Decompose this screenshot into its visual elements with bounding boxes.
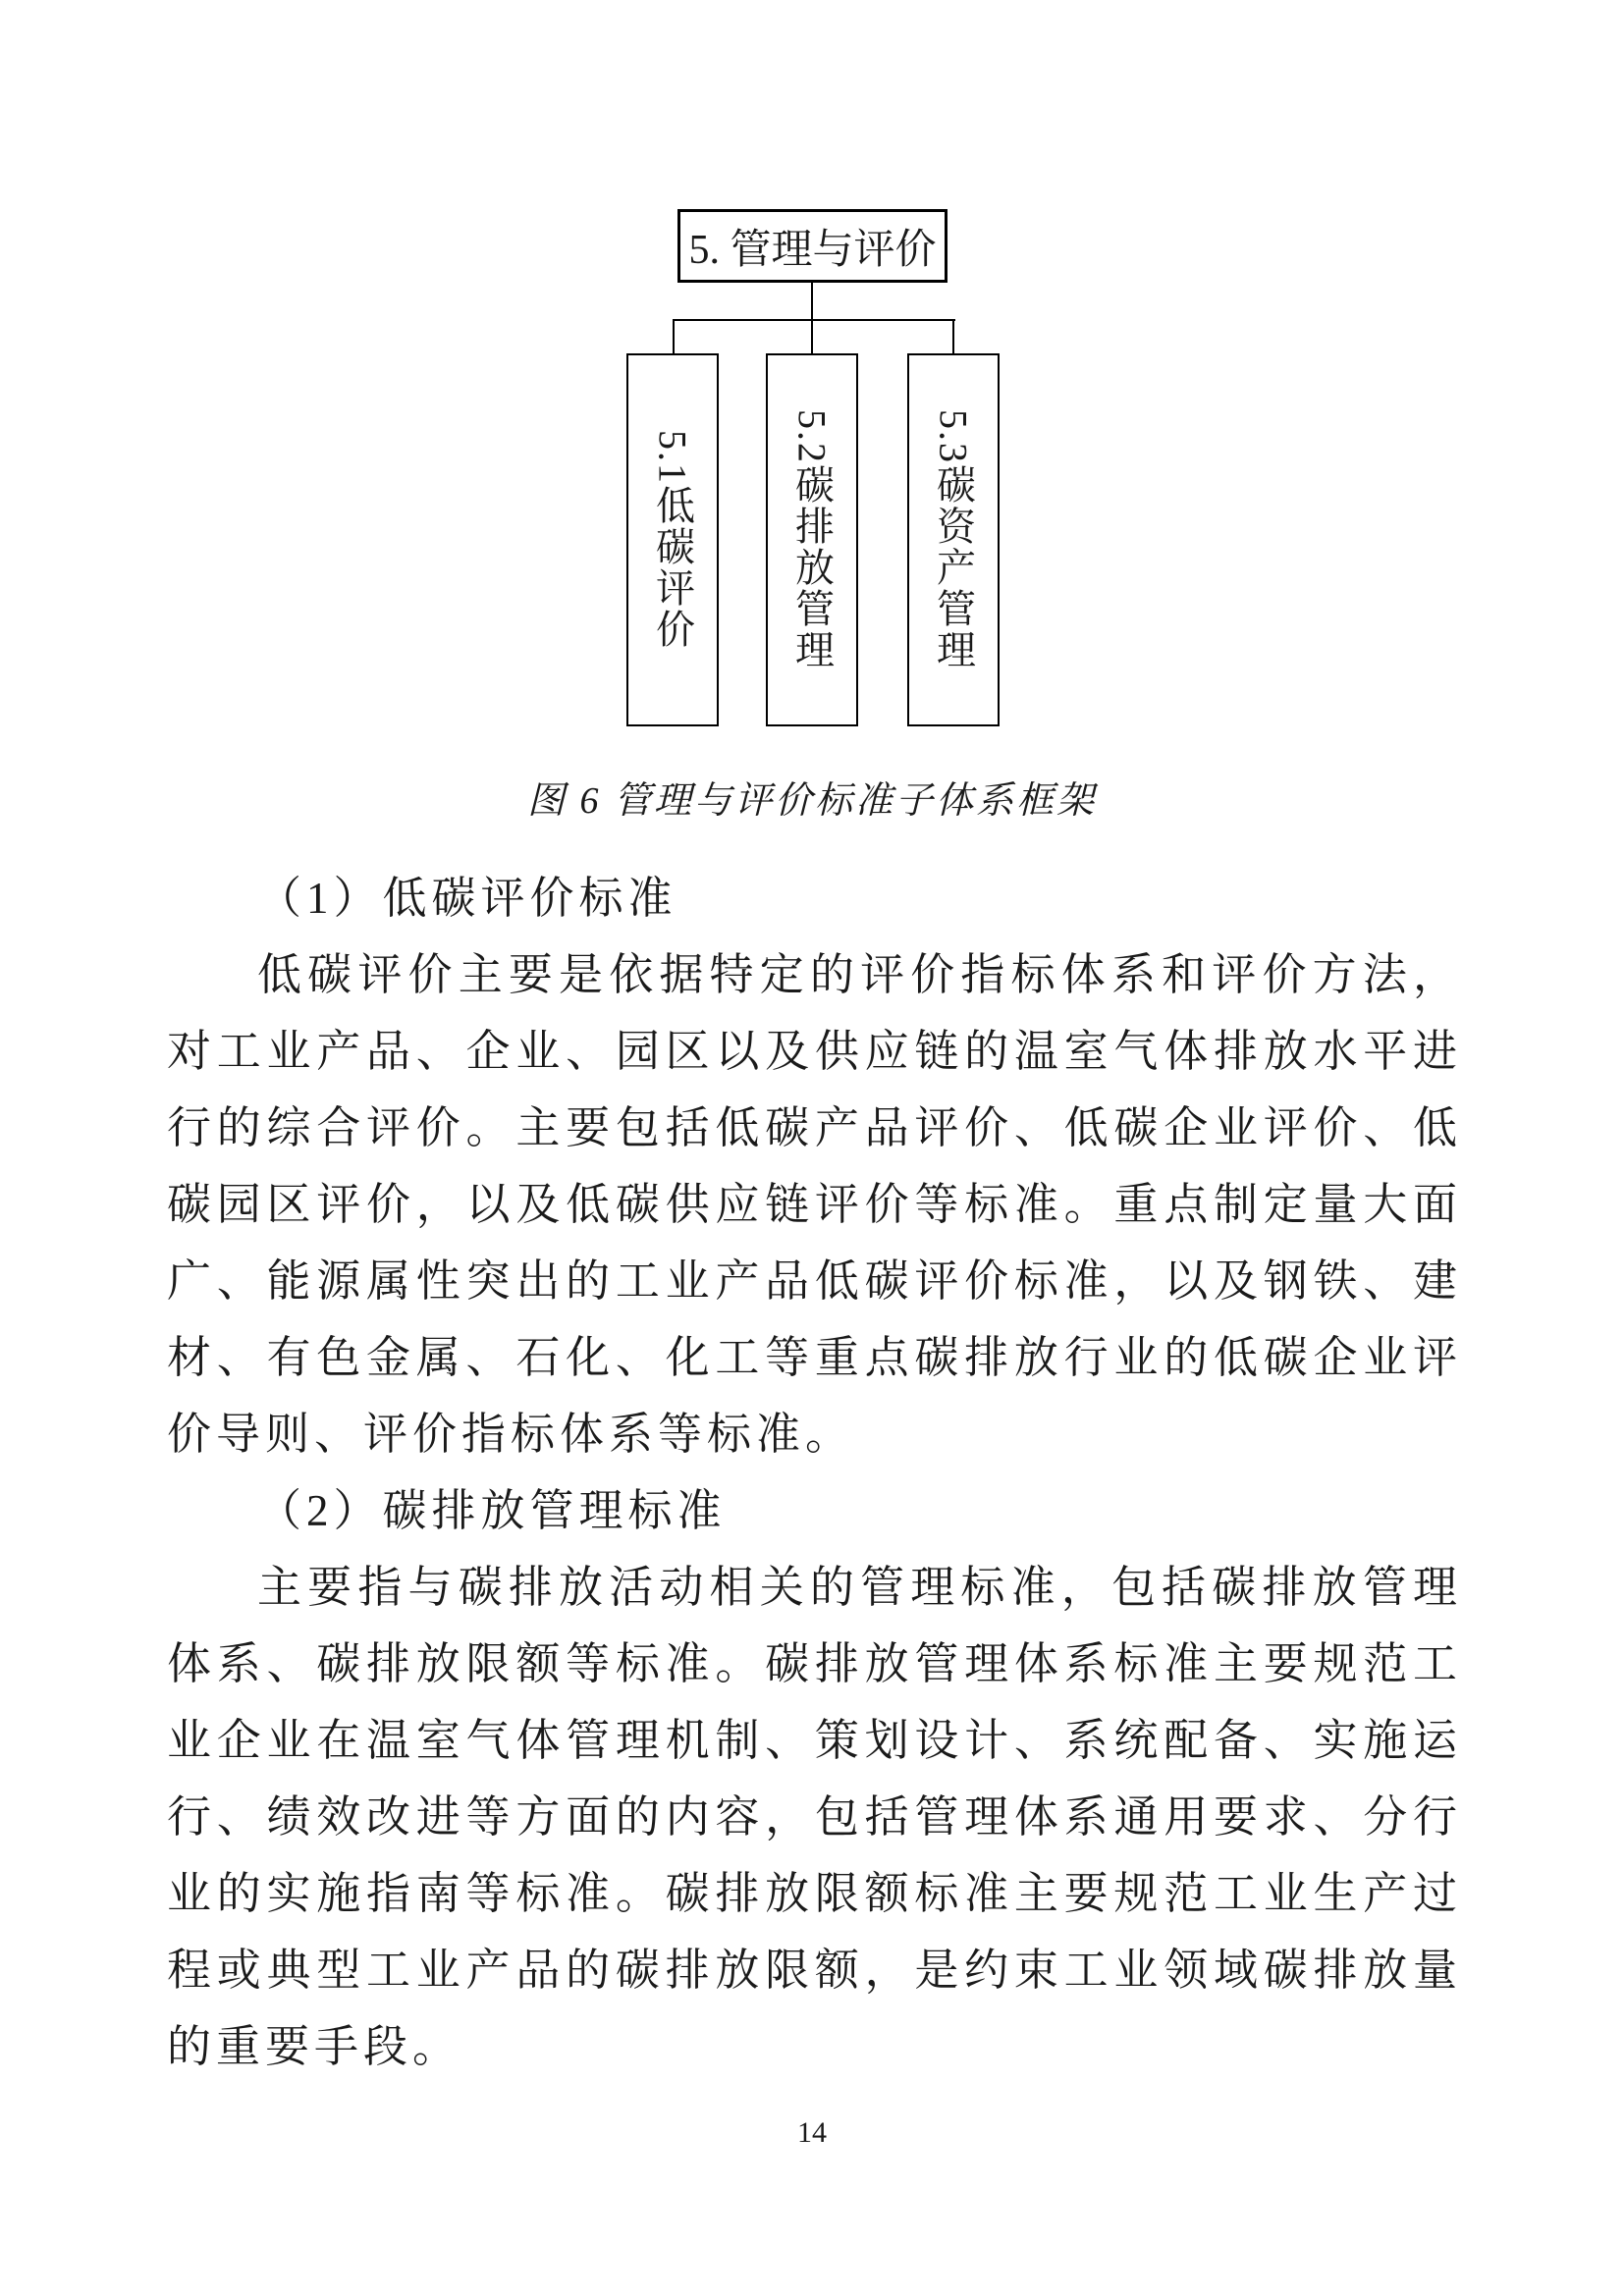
page-number: 14 [797,2116,827,2149]
diagram-sub-box-1-label: 5.1低碳评价 [650,430,695,650]
connector-line-horizontal [673,319,955,321]
diagram-sub-box-2-label: 5.2碳排放管理 [789,409,835,670]
text-line-heading-2: （2）碳排放管理标准 [257,1486,727,1535]
text-line: 价导则、评价指标体系等标准。 [167,1410,855,1459]
connector-line-vertical-middle [811,283,813,353]
text-line: 业的实施指南等标准。碳排放限额标准主要规范工业生产过 [167,1869,1457,1918]
text-line: 广、能源属性突出的工业产品低碳评价标准，以及钢铁、建 [167,1256,1457,1306]
text-line: 的重要手段。 [167,2022,462,2071]
text-line: 行、绩效改进等方面的内容，包括管理体系通用要求、分行 [167,1792,1457,1842]
diagram-sub-box-3-label: 5.3碳资产管理 [931,409,976,670]
figure-6-diagram [0,0,1624,746]
text-line: 程或典型工业产品的碳排放限额，是约束工业领域碳排放量 [167,1946,1457,1995]
text-line: 体系、碳排放限额等标准。碳排放管理体系标准主要规范工 [167,1639,1457,1688]
body-text [167,860,1457,2085]
text-line: 对工业产品、企业、园区以及供应链的温室气体排放水平进 [167,1027,1457,1076]
text-line: 业企业在温室气体管理机制、策划设计、系统配备、实施运 [167,1716,1457,1765]
diagram-root-label: 5. 管理与评价 [688,227,937,273]
text-line-heading-1: （1）低碳评价标准 [257,874,677,923]
connector-line-vertical-right [952,319,954,355]
diagram-sub-box-low-carbon-evaluation [626,353,719,726]
diagram-sub-box-carbon-asset-management [907,353,1000,726]
figure-caption: 图 6 管理与评价标准子体系框架 [526,780,1097,822]
text-line: 低碳评价主要是依据特定的评价指标体系和评价方法， [257,950,1457,999]
diagram-sub-box-carbon-emission-management [766,353,858,726]
text-line: 主要指与碳排放活动相关的管理标准，包括碳排放管理 [257,1563,1457,1612]
text-line: 材、有色金属、石化、化工等重点碳排放行业的低碳企业评 [167,1333,1457,1382]
connector-line-vertical-left [673,319,675,355]
diagram-root-box [677,209,947,283]
text-line: 行的综合评价。主要包括低碳产品评价、低碳企业评价、低 [167,1103,1457,1152]
text-line: 碳园区评价，以及低碳供应链评价等标准。重点制定量大面 [167,1180,1457,1229]
